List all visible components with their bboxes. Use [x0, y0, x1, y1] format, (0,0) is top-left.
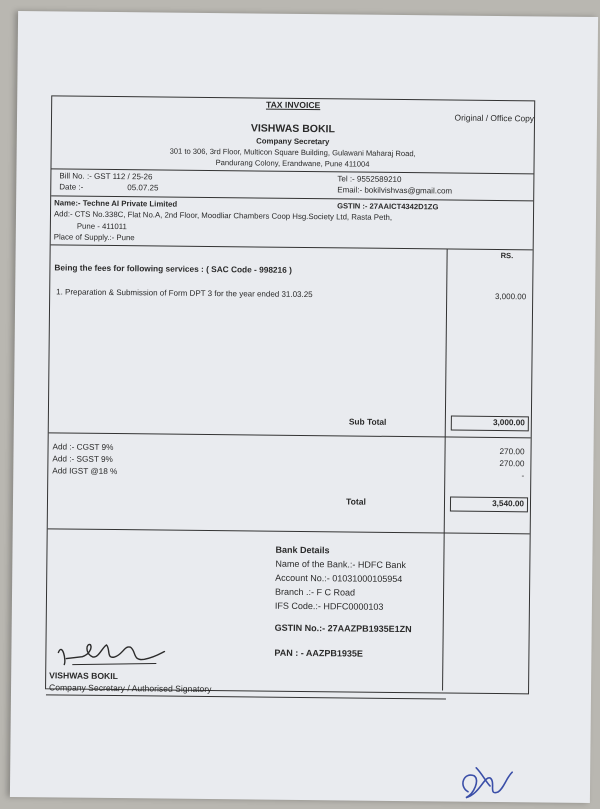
service-line: 1. Preparation & Submission of Form DPT 3 for the year ended 31.03.25	[56, 287, 313, 300]
client-address-2: Pune - 411011	[76, 221, 127, 232]
client-gstin: GSTIN :- 27AAICT4342D1ZG	[337, 201, 439, 212]
handwritten-initials	[450, 758, 521, 809]
subtotal-box	[451, 416, 529, 432]
signature	[52, 634, 172, 671]
pan-number: PAN : - AAZPB1935E	[274, 647, 364, 659]
total-value: 3,540.00	[492, 498, 525, 509]
copy-label: Original / Office Copy	[454, 112, 535, 124]
bank-name: Name of the Bank.:- HDFC Bank	[275, 558, 406, 571]
invoice-frame	[45, 95, 535, 694]
date-value: 05.07.25	[127, 183, 159, 193]
bank-ifsc: IFS Code.:- HDFC0000103	[274, 600, 384, 612]
doc-title: TAX INVOICE	[265, 99, 321, 111]
place-of-supply: Place of Supply.:- Pune	[53, 232, 135, 243]
company-role: Company Secretary	[256, 136, 330, 147]
email: Email:- bokilvishvas@gmail.com	[337, 185, 453, 196]
signatory-title: Company Secretary / Authorised Signatory	[48, 682, 212, 695]
igst-label: Add IGST @18 %	[52, 466, 118, 477]
service-amount: 3,000.00	[494, 291, 527, 302]
invoice-paper	[10, 11, 598, 803]
amount-column-divider	[442, 248, 448, 690]
company-name: VISHWAS BOKIL	[250, 122, 335, 136]
bank-account: Account No.:- 01031000105954	[275, 572, 403, 585]
rs-header: RS.	[500, 251, 514, 261]
signatory-underline	[46, 694, 446, 699]
bank-heading: Bank Details	[275, 544, 330, 556]
total-label: Total	[345, 496, 366, 507]
cgst-label: Add :- CGST 9%	[52, 442, 114, 453]
cgst-value: 270.00	[499, 447, 525, 457]
telephone: Tel :- 9552589210	[337, 174, 402, 185]
subtotal-value: 3,000.00	[492, 417, 525, 428]
address-line-1: 301 to 306, 3rd Floor, Multicon Square Building, Gulawani Maharaj Road,	[169, 146, 416, 159]
total-box	[450, 497, 528, 513]
divider-client	[51, 244, 533, 250]
divider-subtotal	[49, 432, 531, 438]
divider-total	[48, 528, 530, 534]
bill-number: Bill No. :- GST 112 / 25-26	[59, 171, 153, 182]
client-name: Name:- Techne AI Private Limited	[54, 198, 178, 209]
sgst-value: 270.00	[499, 459, 525, 469]
sgst-label: Add :- SGST 9%	[52, 454, 113, 465]
bank-branch: Branch .:- F C Road	[275, 586, 356, 598]
address-line-2: Pandurang Colony, Erandwane, Pune 411004	[215, 158, 370, 169]
gstin-number: GSTIN No.:- 27AAZPB1935E1ZN	[274, 622, 412, 635]
subtotal-label: Sub Total	[348, 416, 387, 427]
services-heading: Being the fees for following services : ( SAC Code - 998216 )	[54, 262, 292, 275]
client-address-1: Add:- CTS No.338C, Flat No.A, 2nd Floor, Moodliar Chambers Coop Hsg.Society Ltd, Rasta Peth,	[53, 209, 393, 222]
date-label: Date :-	[59, 182, 84, 192]
igst-value: -	[521, 471, 525, 481]
signatory-name: VISHWAS BOKIL	[49, 670, 118, 682]
